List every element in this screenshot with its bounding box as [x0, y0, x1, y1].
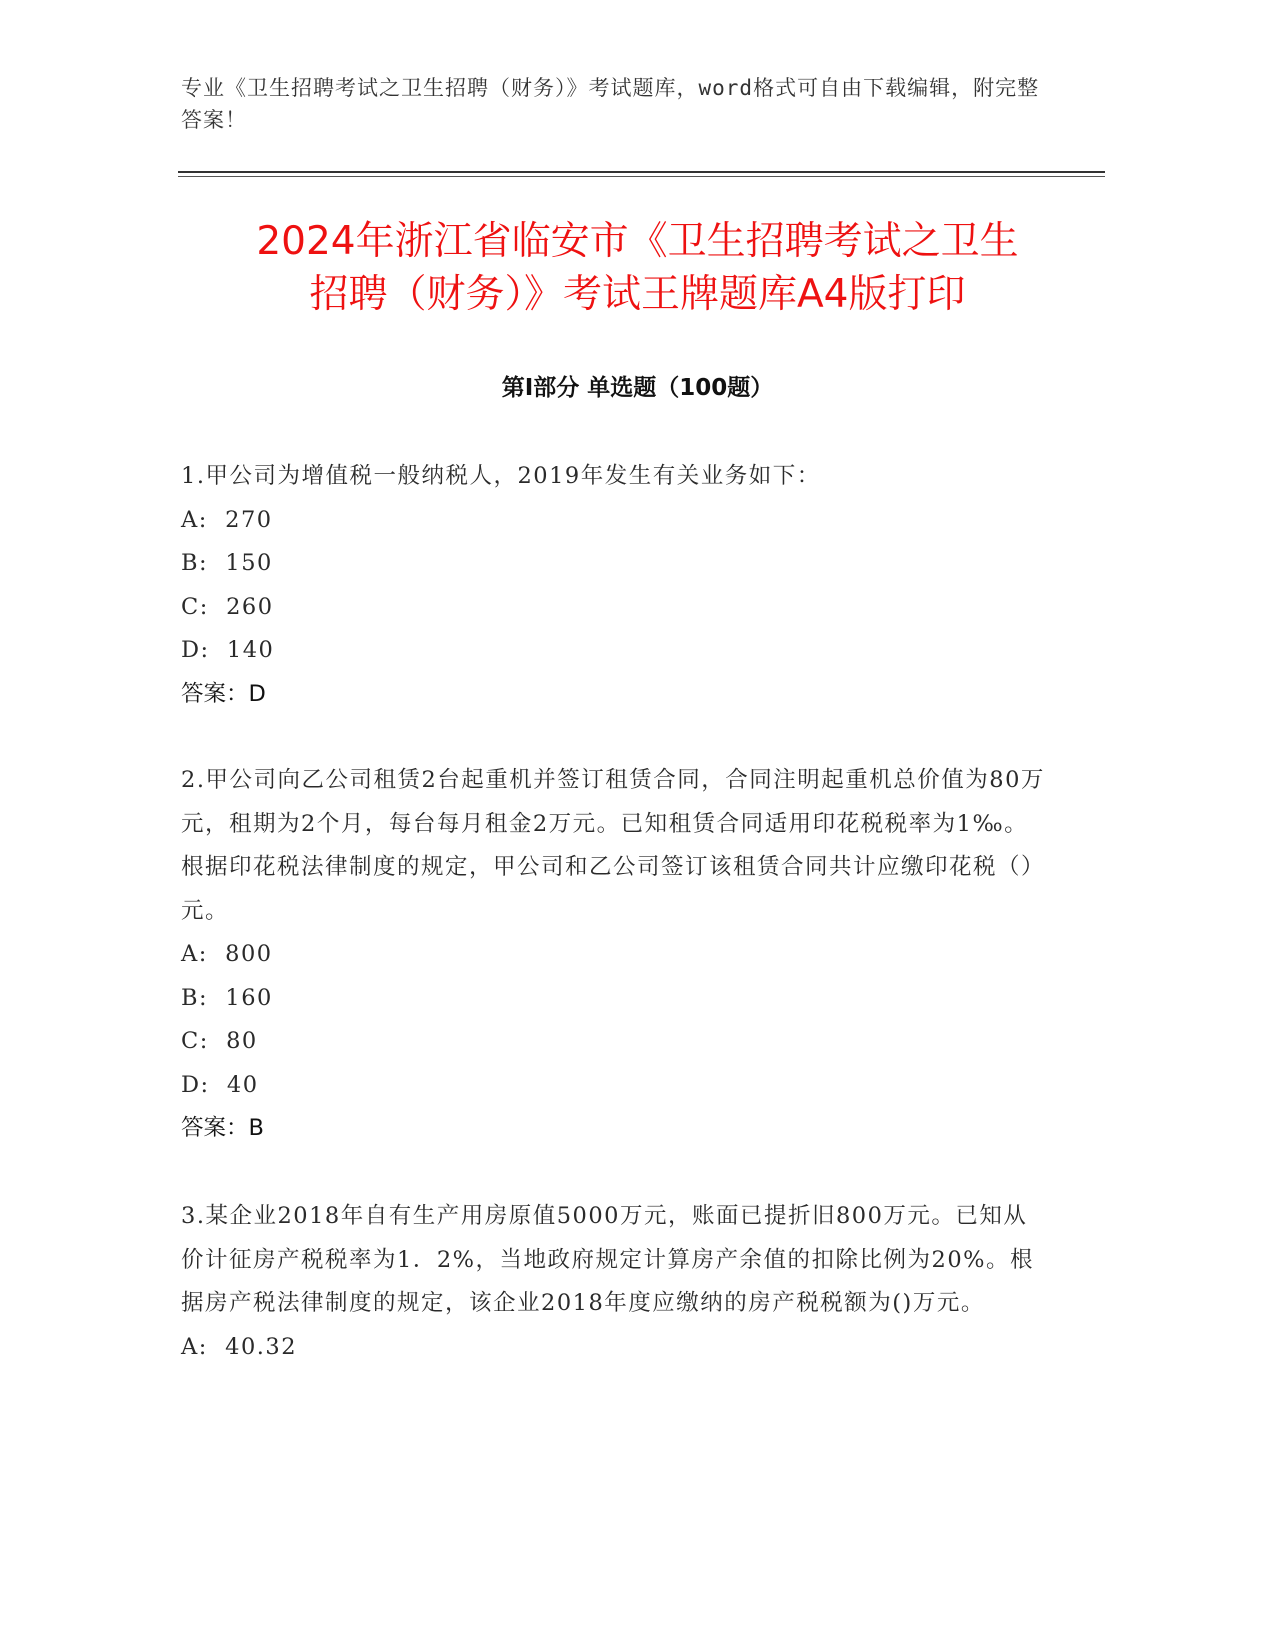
question-3: [181, 1195, 1051, 1369]
answer: 答案：B: [181, 1115, 264, 1141]
section-title: 第Ⅰ部分 单选题（100题）: [501, 375, 774, 401]
question-text: 1.甲公司为增值税一般纳税人，2019年发生有关业务如下：: [181, 463, 821, 489]
document-title-line-2: 招聘（财务）》考试王牌题库A4版打印: [309, 272, 966, 317]
question-2: [181, 759, 1051, 1151]
question-1: [181, 455, 1051, 716]
answer: 答案：D: [181, 680, 266, 707]
header-note: 专业《卫生招聘考试之卫生招聘（财务）》考试题库，word格式可自由下载编辑，附完整答案！: [181, 76, 1040, 132]
question-text: 3.某企业2018年自有生产用房原值5000万元，账面已提折旧800万元。已知从价计征房产税税率为1．2%，当地政府规定计算房产余值的扣除比例为20%。根据房产税法律制度的规定，该企业2018年度应缴纳的房产税税额为()万元。: [181, 1203, 1035, 1316]
option-b: B: 150: [181, 550, 273, 576]
header-divider-thin: [178, 176, 1105, 177]
option-a: A: 270: [181, 506, 273, 533]
option-d: D: 40: [181, 1071, 259, 1098]
header-divider-thick: [178, 171, 1105, 173]
document-title-line-1: 2024年浙江省临安市《卫生招聘考试之卫生: [256, 219, 1019, 264]
document-title: [150, 215, 1125, 321]
option-b: B: 160: [181, 984, 273, 1011]
option-c: C: 260: [181, 593, 274, 620]
question-text: 2.甲公司向乙公司租赁2台起重机并签订租赁合同，合同注明起重机总价值为80万元，租期为2个月，每台每月租金2万元。已知租赁合同适用印花税税率为1‰。根据印花税法律制度的规定，甲公司和乙公司签订该租赁合同共计应缴印花税（）元。: [181, 767, 1046, 924]
option-d: D: 140: [181, 637, 275, 663]
option-a: A: 800: [181, 941, 273, 967]
option-a: A: 40.32: [181, 1333, 298, 1360]
option-c: C: 80: [181, 1028, 258, 1054]
